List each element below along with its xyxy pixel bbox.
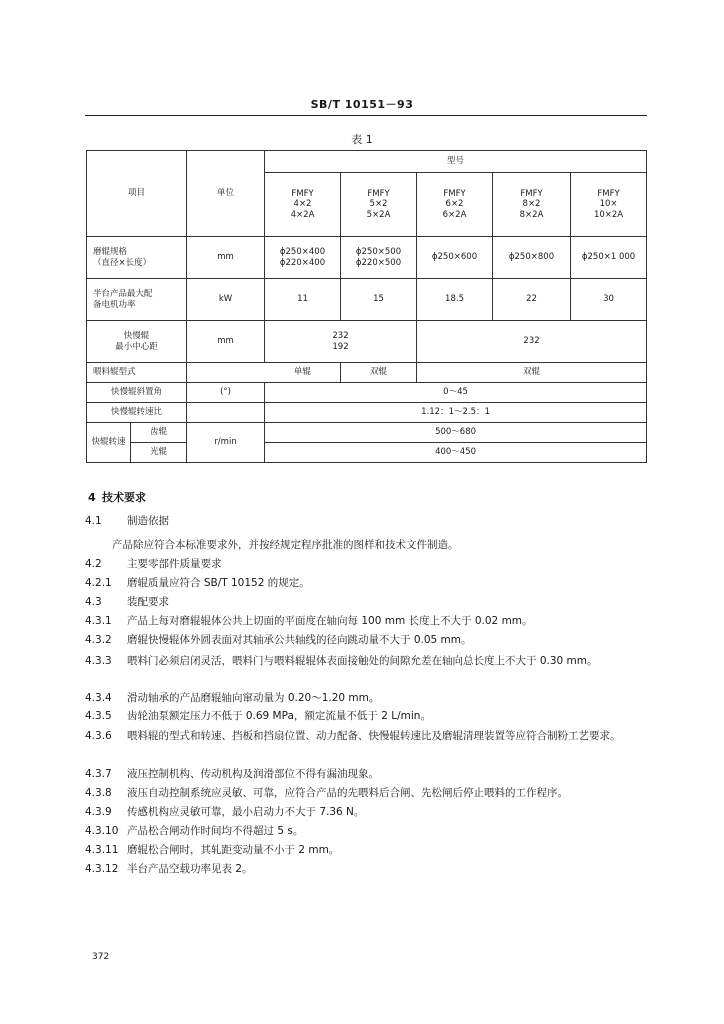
table-title: 表 1 (351, 133, 373, 146)
model-cell: FMFY 10× 10×2A (571, 173, 647, 237)
clause-4-3-4: 4.3.4 滑动轴承的产品磨辊轴向窜动量为 0.20～1.20 mm。 (85, 692, 380, 704)
clause-4-3-6: 4.3.6 喂料辊的型式和转速、挡板和挡扇位置、动力配备、快慢辊转速比及磨辊清理装置等应符合制粉工艺要求。 (85, 730, 621, 742)
clause-4-3-2: 4.3.2 磨辊快慢辊体外圆表面对其轴承公共轴线的径向跳动量不大于 0.05 mm。 (85, 634, 472, 646)
clause-4-3-7: 4.3.7 液压控制机构、传动机构及润滑部位不得有漏油现象。 (85, 768, 379, 780)
value-cell: ϕ250×500 ϕ220×500 (341, 237, 417, 279)
clause-4-3-8: 4.3.8 液压自动控制系统应灵敏、可靠，应符合产品的先喂料后合闸、先松闸后停止喂料的工作程序。 (85, 787, 568, 799)
value-cell: ϕ250×400 ϕ220×400 (265, 237, 341, 279)
value-cell: 232 192 (265, 321, 417, 363)
row-label-feed-roll-type: 喂料辊型式 (87, 363, 187, 383)
clause-4-3-1: 4.3.1 产品上每对磨辊辊体公共上切面的平面度在轴向每 100 mm 长度上不大于 0.02 mm。 (85, 615, 533, 627)
unit-cell: r/min (187, 423, 265, 463)
model-cell: FMFY 6×2 6×2A (417, 173, 493, 237)
unit-cell: mm (187, 321, 265, 363)
unit-cell: (°) (187, 383, 265, 403)
unit-cell (187, 363, 265, 383)
value-cell: ϕ250×1 000 (571, 237, 647, 279)
value-cell: 232 (417, 321, 647, 363)
clause-4-3: 4.3 装配要求 (85, 596, 169, 608)
value-cell: ϕ250×600 (417, 237, 493, 279)
value-cell: ϕ250×800 (493, 237, 571, 279)
unit-cell: kW (187, 279, 265, 321)
clause-4-3-9: 4.3.9 传感机构应灵敏可靠，最小启动力不大于 7.36 N。 (85, 806, 365, 818)
header-divider (85, 115, 647, 116)
section-heading: 4 技术要求 (88, 491, 146, 504)
spec-table (86, 150, 647, 463)
unit-cell (187, 403, 265, 423)
row-label-center-distance: 快慢辊 最小中心距 (87, 321, 187, 363)
standard-number-header: SB/T 10151－93 (310, 98, 414, 111)
model-cell: FMFY 5×2 5×2A (341, 173, 417, 237)
sub-label-smooth: 光辊 (131, 443, 187, 463)
sub-label-toothed: 齿辊 (131, 423, 187, 443)
clause-4-3-5: 4.3.5 齿轮油泵额定压力不低于 0.69 MPa，额定流量不低于 2 L/min。 (85, 710, 431, 722)
value-cell: 11 (265, 279, 341, 321)
row-label-fast-speed: 快辊转速 (87, 423, 131, 463)
value-cell: 双辊 (341, 363, 417, 383)
clause-4-1: 4.1 制造依据 (85, 515, 169, 527)
clause-4-3-11: 4.3.11 磨辊松合闸时，其轧距变动量不小于 2 mm。 (85, 844, 340, 856)
clause-4-3-10: 4.3.10 产品松合闸动作时间均不得超过 5 s。 (85, 825, 304, 837)
header-unit: 单位 (187, 151, 265, 237)
clause-4-3-3: 4.3.3 喂料门必须启闭灵活，喂料门与喂料辊辊体表面接触处的间隙允差在轴向总长度上不大于 0.30 mm。 (85, 655, 598, 667)
model-cell: FMFY 8×2 8×2A (493, 173, 571, 237)
model-cell: FMFY 4×2 4×2A (265, 173, 341, 237)
row-label-motor-power: 半台产品最大配 备电机功率 (87, 279, 187, 321)
value-cell: 0～45 (265, 383, 647, 403)
value-cell: 单辊 (265, 363, 341, 383)
header-model: 型号 (265, 151, 647, 173)
clause-4-3-12: 4.3.12 半台产品空载功率见表 2。 (85, 863, 253, 875)
row-label-roll-spec: 磨辊规格 （直径×长度） (87, 237, 187, 279)
value-cell: 22 (493, 279, 571, 321)
header-item: 项目 (87, 151, 187, 237)
value-cell: 400～450 (265, 443, 647, 463)
value-cell: 双辊 (417, 363, 647, 383)
unit-cell: mm (187, 237, 265, 279)
clause-4-2: 4.2 主要零部件质量要求 (85, 558, 222, 570)
page-number: 372 (92, 952, 110, 962)
value-cell: 18.5 (417, 279, 493, 321)
value-cell: 15 (341, 279, 417, 321)
row-label-speed-ratio: 快慢辊转速比 (87, 403, 187, 423)
clause-4-1-body: 产品除应符合本标准要求外，并按经规定程序批准的图样和技术文件制造。 (112, 539, 459, 551)
value-cell: 1.12：1～2.5：1 (265, 403, 647, 423)
value-cell: 30 (571, 279, 647, 321)
value-cell: 500～680 (265, 423, 647, 443)
row-label-tilt-angle: 快慢辊斜置角 (87, 383, 187, 403)
clause-4-2-1: 4.2.1 磨辊质量应符合 SB/T 10152 的规定。 (85, 577, 310, 589)
